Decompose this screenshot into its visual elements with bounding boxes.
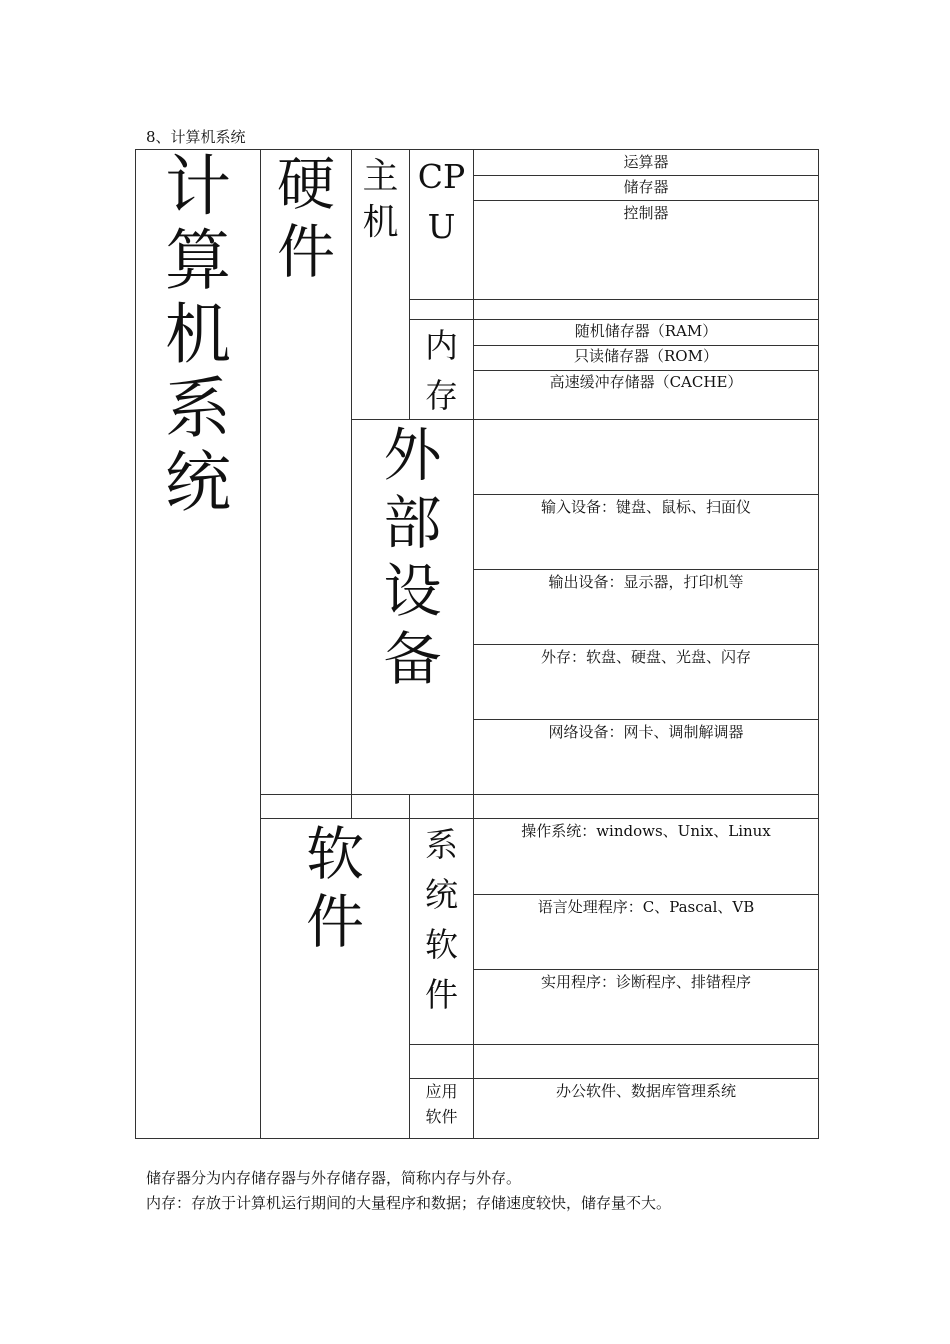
peripheral-item-input: 输入设备：键盘、鼠标、扫面仪 (540, 498, 751, 516)
system-software-item-language: 语言处理程序：C、Pascal、VB (537, 898, 755, 916)
note-storage-types: 储存器分为内存储存器与外存储存器，简称内存与外存。 (146, 1169, 522, 1187)
section-heading: 8、计算机系统 (146, 128, 246, 146)
peripheral-item-storage: 外存：软盘、硬盘、光盘、闪存 (540, 648, 751, 666)
peripheral-label: 外 部 设 备 (383, 421, 442, 693)
cpu-item-register: 储存器 (623, 178, 669, 196)
system-software-item-utility: 实用程序：诊断程序、排错程序 (540, 973, 751, 991)
application-software-item: 办公软件、数据库管理系统 (555, 1082, 736, 1100)
memory-label: 内 存 (425, 326, 458, 415)
software-label: 软 件 (305, 820, 364, 956)
cpu-item-alu: 运算器 (623, 153, 669, 171)
peripheral-item-output: 输出设备：显示器，打印机等 (548, 573, 744, 591)
cpu-item-controller: 控制器 (623, 204, 669, 222)
system-software-item-os: 操作系统：windows、Unix、Linux (521, 822, 771, 840)
application-software-label: 应用 软件 (425, 1082, 458, 1126)
cpu-label: CP U (417, 157, 466, 246)
system-software-label: 系 统 软 件 (425, 825, 458, 1014)
note-memory: 内存：存放于计算机运行期间的大量程序和数据；存储速度较快，储存量不大。 (146, 1194, 672, 1212)
peripheral-item-network: 网络设备：网卡、调制解调器 (548, 723, 744, 741)
host-label: 主 机 (362, 156, 399, 243)
hardware-label: 硬 件 (276, 150, 335, 286)
memory-item-rom: 只读储存器（ROM） (574, 347, 718, 365)
computer-system-label: 计 算 机 系 统 (165, 148, 231, 521)
memory-item-ram: 随机储存器（RAM） (574, 322, 718, 340)
memory-item-cache: 高速缓冲存储器（CACHE） (549, 373, 743, 391)
